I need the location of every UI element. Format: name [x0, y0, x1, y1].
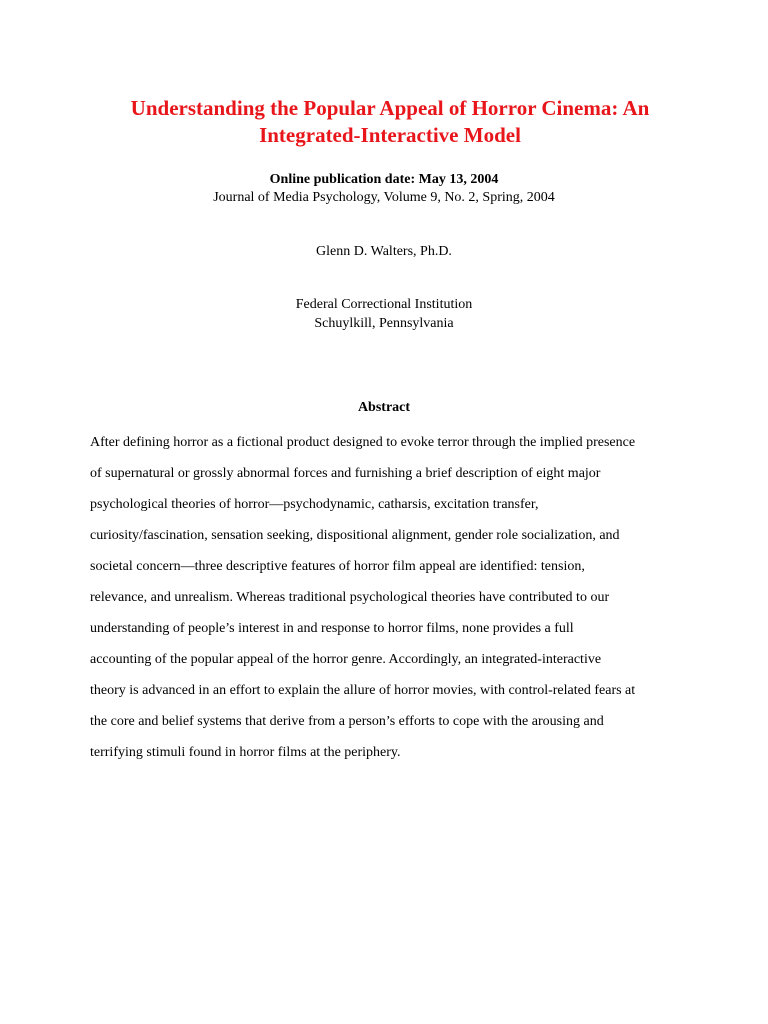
abstract-line: curiosity/fascination, sensation seeking, dispositional alignment, gender role socialization, and	[90, 528, 620, 543]
abstract-line: theory is advanced in an effort to explain the allure of horror movies, with control-related fears at	[90, 683, 636, 698]
abstract-line: of supernatural or grossly abnormal forces and furnishing a brief description of eight major	[90, 466, 601, 481]
abstract-line: the core and belief systems that derive from a person’s efforts to cope with the arousing and	[90, 714, 604, 729]
abstract-heading: Abstract	[357, 400, 411, 415]
abstract-line: accounting of the popular appeal of the horror genre. Accordingly, an integrated-interactive	[90, 652, 602, 667]
abstract-line: terrifying stimuli found in horror films at the periphery.	[90, 745, 401, 760]
affiliation-institution: Federal Correctional Institution	[295, 297, 473, 312]
affiliation-location: Schuylkill, Pennsylvania	[314, 316, 454, 331]
abstract-body	[90, 427, 690, 768]
abstract-line: After defining horror as a fictional product designed to evoke terror through the implied presence	[90, 435, 636, 450]
journal-citation: Journal of Media Psychology, Volume 9, No. 2, Spring, 2004	[213, 190, 555, 205]
paper-title	[60, 95, 720, 149]
paper-title-line-2: Integrated-Interactive Model	[259, 123, 521, 147]
abstract-line: relevance, and unrealism. Whereas traditional psychological theories have contributed to our	[90, 590, 610, 605]
author-name: Glenn D. Walters, Ph.D.	[316, 244, 452, 259]
publication-date: Online publication date: May 13, 2004	[269, 172, 499, 187]
abstract-line: societal concern—three descriptive features of horror film appeal are identified: tension,	[90, 559, 585, 574]
abstract-line: understanding of people’s interest in and response to horror films, none provides a full	[90, 621, 574, 636]
abstract-line: psychological theories of horror—psychodynamic, catharsis, excitation transfer,	[90, 497, 539, 512]
paper-title-line-1: Understanding the Popular Appeal of Horror Cinema: An	[130, 96, 650, 120]
